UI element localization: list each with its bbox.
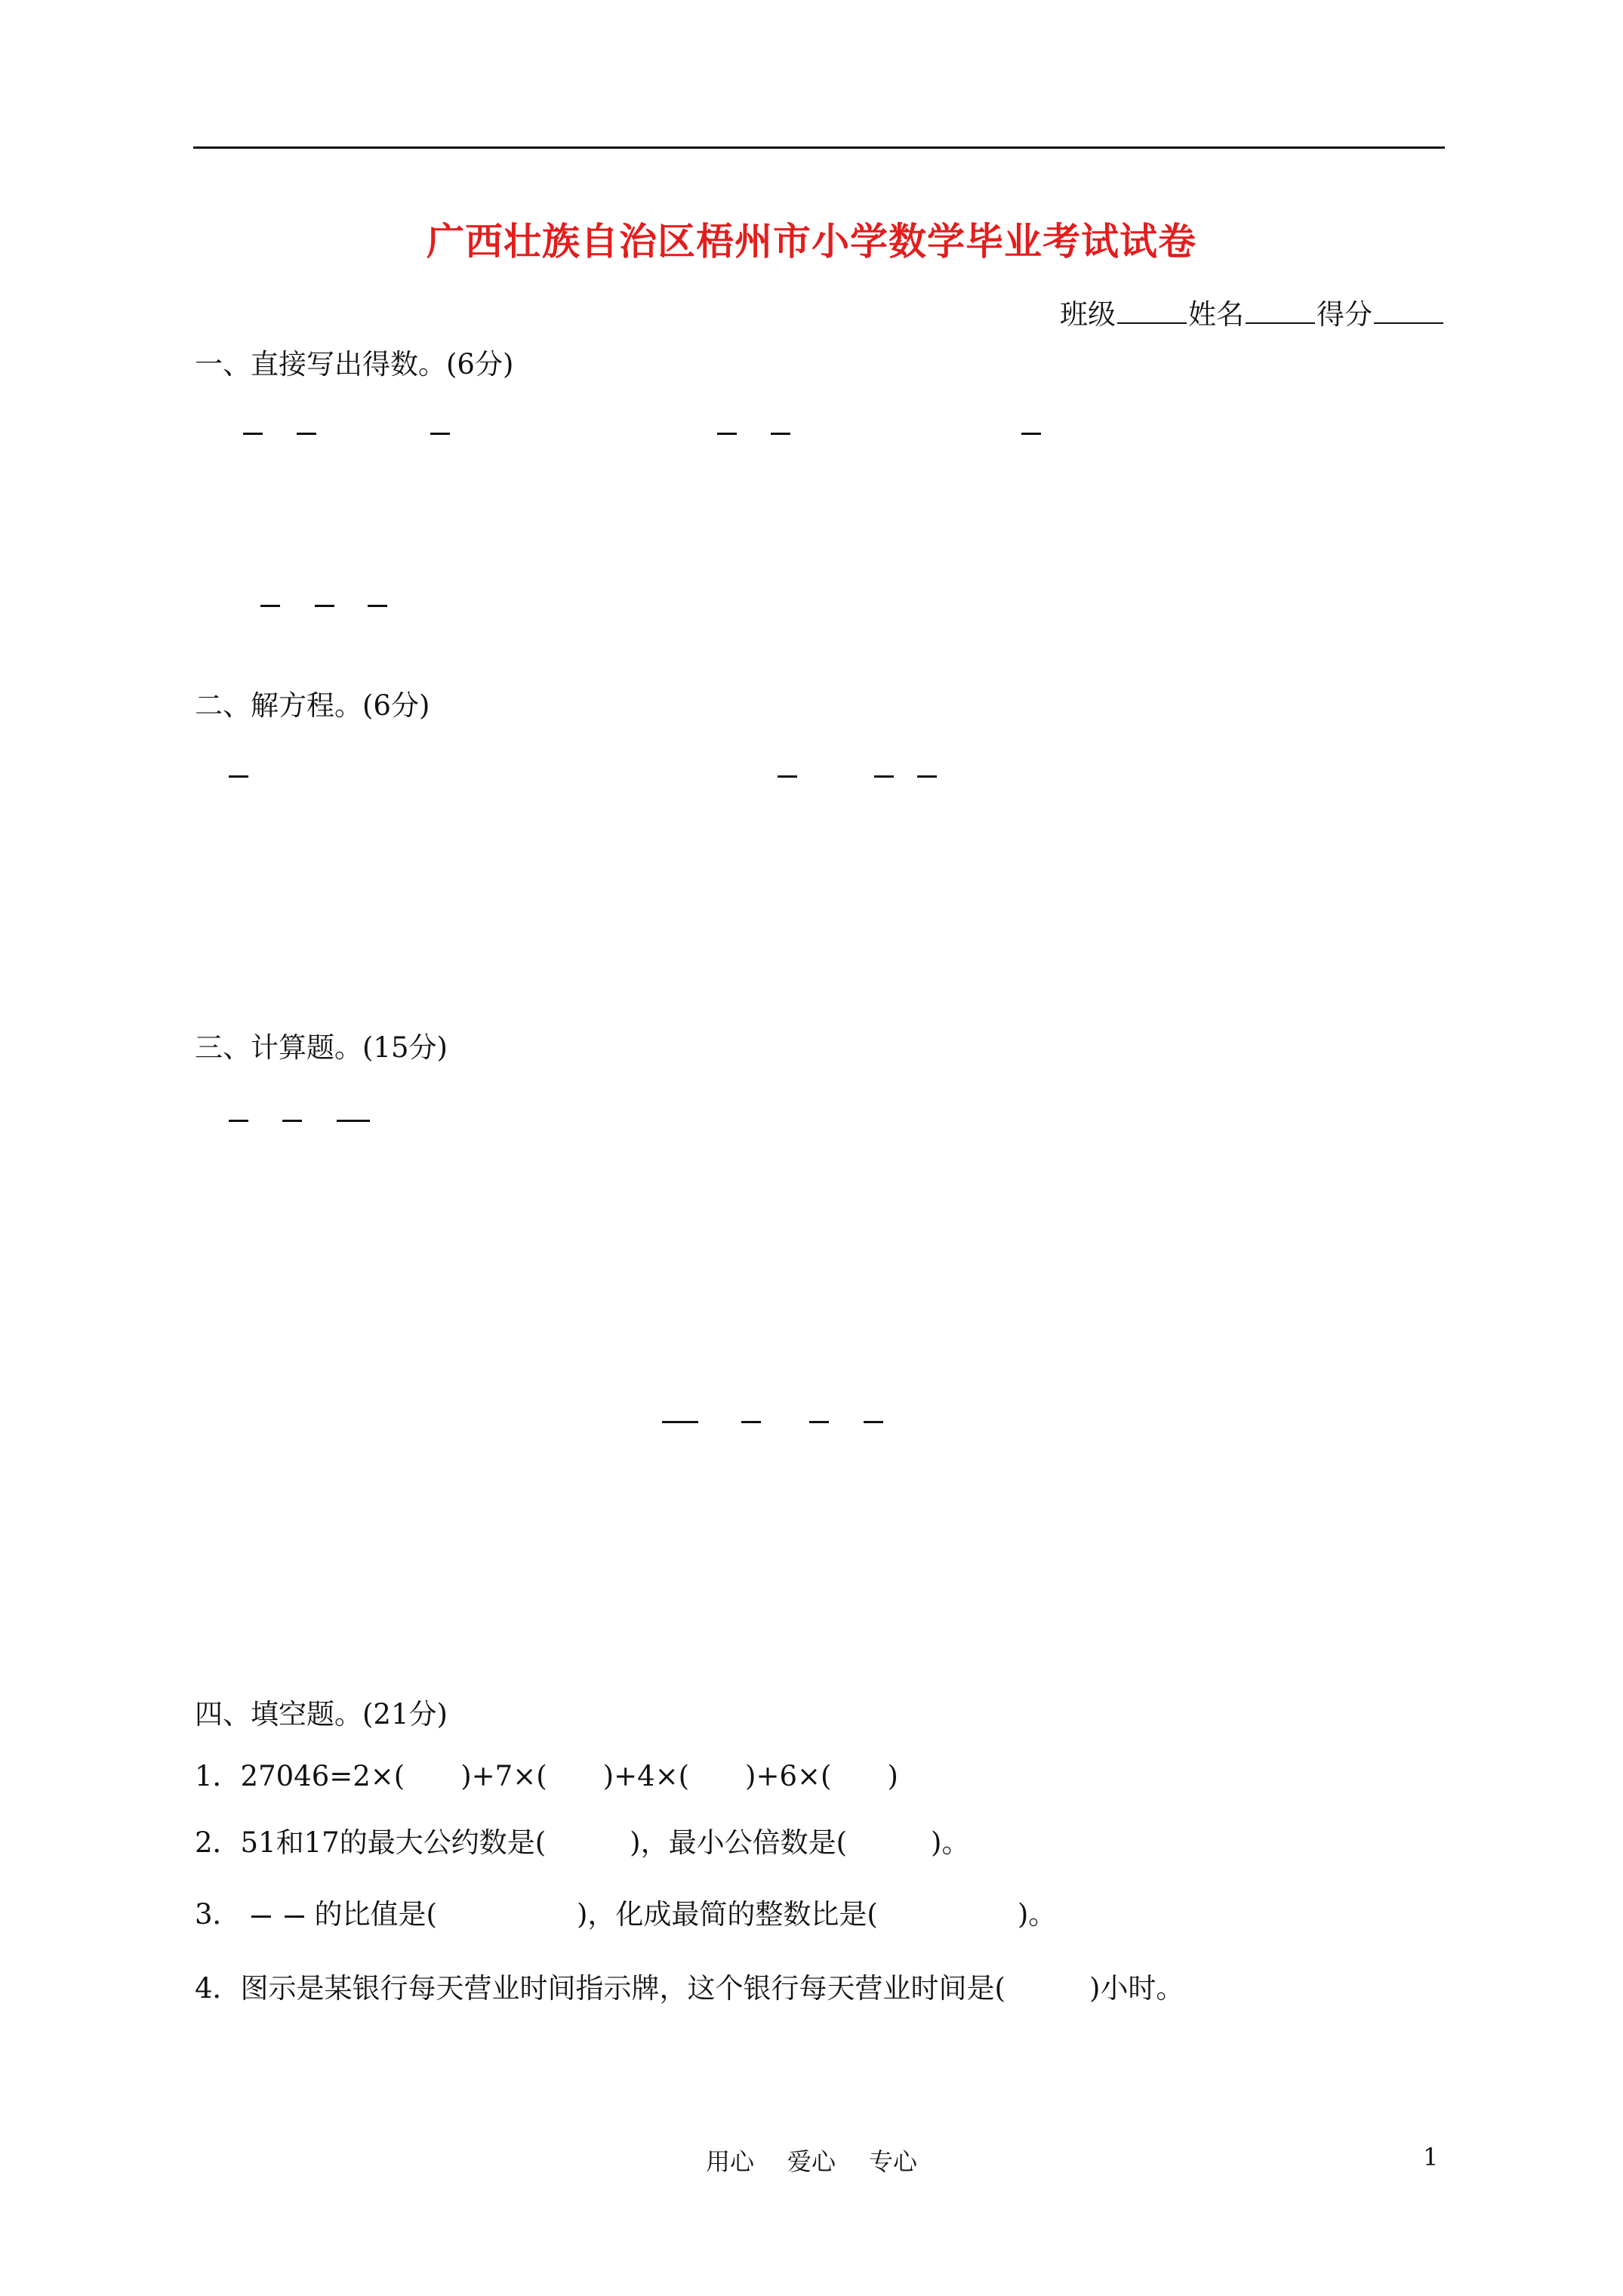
- question-3: [195, 1891, 1056, 1932]
- fraction-bar: [368, 605, 387, 607]
- fraction-bar: [297, 433, 316, 435]
- fraction-bar: [778, 775, 797, 778]
- page-title: 广西壮族自治区梧州市小学数学毕业考试试卷: [427, 219, 1196, 264]
- section-2-heading: 二、解方程。(6分): [195, 689, 430, 722]
- fraction-bar: [260, 605, 280, 607]
- fraction-bar: [251, 1915, 271, 1918]
- section-4-heading: 四、填空题。(21分): [195, 1698, 448, 1730]
- section-1-heading: 一、直接写出得数。(6分): [195, 348, 514, 381]
- fraction-bar: [741, 1421, 761, 1423]
- fraction-bar: [917, 775, 937, 778]
- fraction-bar: [243, 433, 263, 435]
- fraction-bar: [874, 775, 894, 778]
- fraction-bar: [430, 433, 450, 435]
- page-number: 1: [1423, 2143, 1439, 2171]
- score-blank: [1374, 300, 1443, 324]
- question-3-text: 的比值是( )，化成最简的整数比是( )。: [314, 1898, 1057, 1931]
- fraction-bar: [337, 1120, 370, 1122]
- fraction-bar: [229, 775, 248, 778]
- fraction-bar: [717, 433, 737, 435]
- section-3-heading: 三、计算题。(15分): [195, 1031, 448, 1064]
- fraction-bar: [662, 1421, 698, 1423]
- class-label: 班级: [1060, 298, 1116, 331]
- fraction-bar: [1021, 433, 1041, 435]
- footer-item: 专心: [869, 2147, 918, 2176]
- fraction-bar: [282, 1120, 302, 1122]
- fraction-bar: [809, 1421, 829, 1423]
- question-3-number: 3．: [195, 1898, 241, 1931]
- class-blank: [1117, 300, 1187, 324]
- footer-item: 爱心: [787, 2147, 836, 2176]
- fraction-bar: [285, 1915, 304, 1918]
- fraction-bar: [771, 433, 790, 435]
- page-footer: [0, 2143, 1623, 2177]
- name-label: 姓名: [1188, 298, 1244, 331]
- fraction-bar: [315, 605, 334, 607]
- question-2: 2．51和17的最大公约数是( )，最小公倍数是( )。: [195, 1826, 970, 1859]
- question-1: 1．27046=2×( )+7×( )+4×( )+6×( ): [195, 1760, 898, 1792]
- score-label: 得分: [1317, 298, 1372, 331]
- student-info: [1060, 291, 1445, 332]
- footer-item: 用心: [705, 2147, 754, 2176]
- name-blank: [1246, 300, 1315, 324]
- question-4: 4．图示是某银行每天营业时间指示牌，这个银行每天营业时间是( )小时。: [195, 1972, 1184, 2005]
- fraction-bar: [229, 1120, 248, 1122]
- fraction-bar: [864, 1421, 883, 1423]
- header-rule: [193, 146, 1445, 149]
